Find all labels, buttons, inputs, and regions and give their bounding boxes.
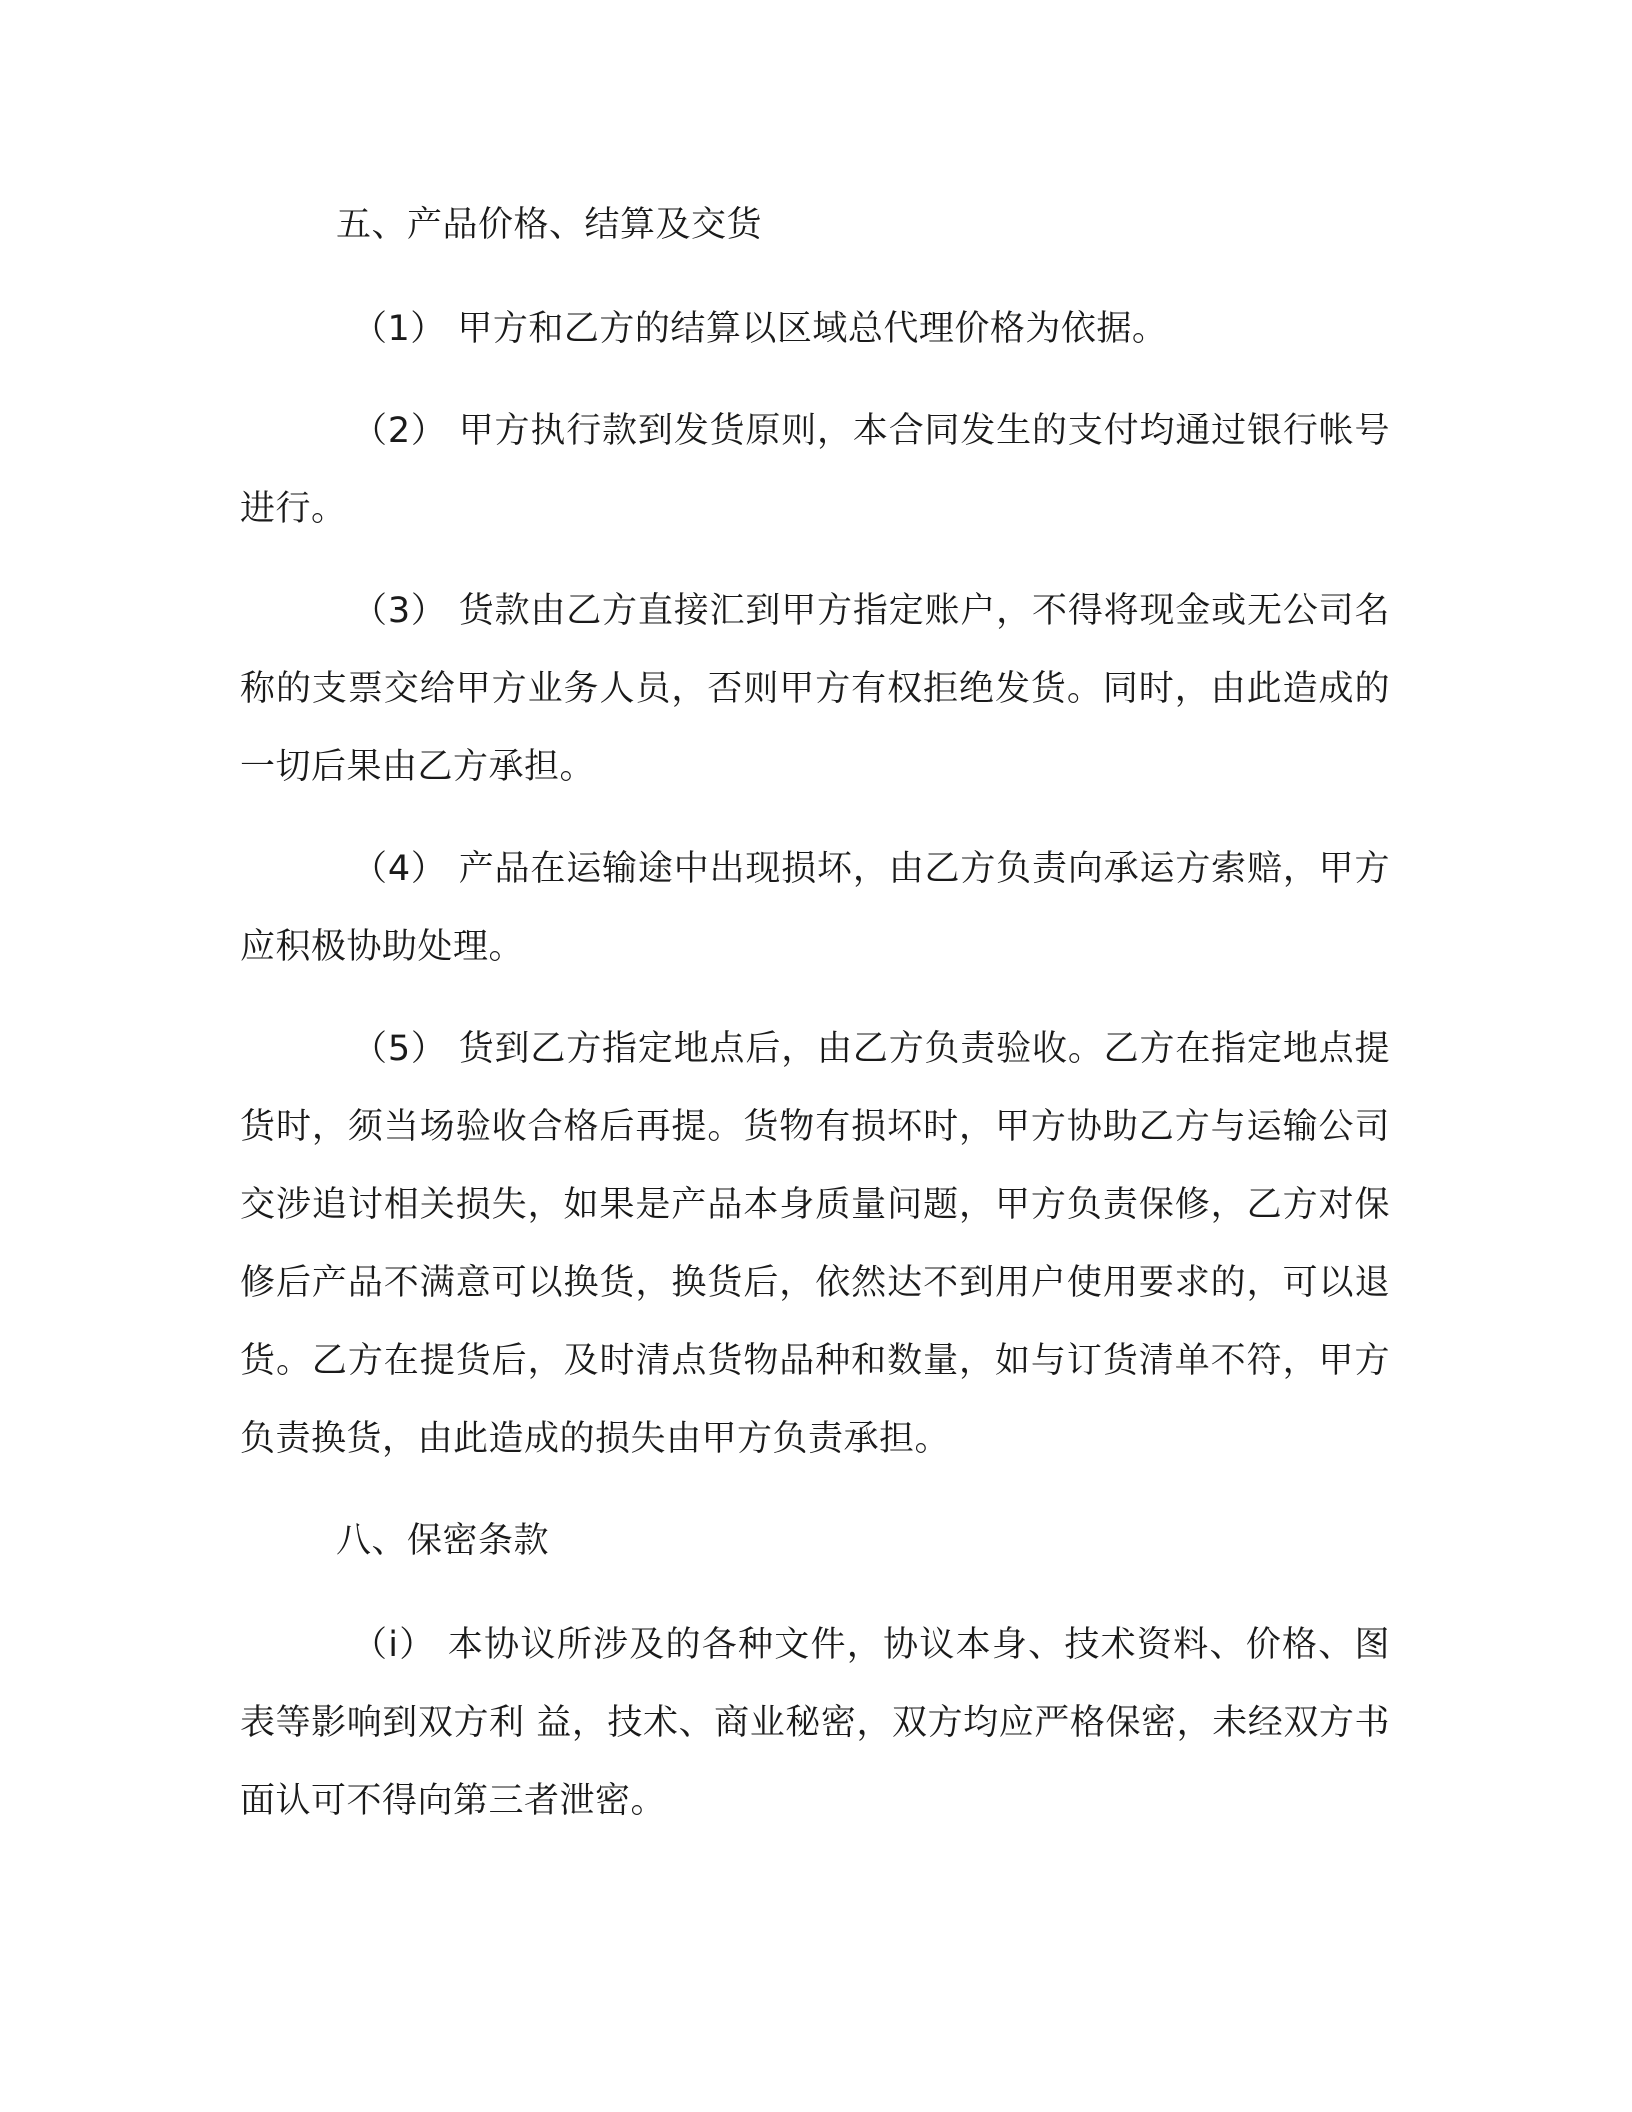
clause-4: （4） 产品在运输途中出现损坏，由乙方负责向承运方索赔，甲方应积极协助处理。	[240, 849, 1390, 967]
clause-1: （1） 甲方和乙方的结算以区域总代理价格为依据。	[352, 309, 1168, 349]
section-heading-pricing: 五、产品价格、结算及交货	[336, 205, 763, 245]
clause-5: （5） 货到乙方指定地点后，由乙方负责验收。乙方在指定地点提货时，须当场验收合格后再提。货物有损坏时，甲方协助乙方与运输公司交涉追讨相关损失，如果是产品本身质量问题，甲方负责保修，乙方对保修后产品不满意可以换货，换货后，依然达不到用户使用要求的，可以退货。乙方在提货后，及时清点货物品种和数量，如与订货清单不符，甲方负责换货，由此造成的损失由甲方负责承担。	[240, 1029, 1390, 1459]
document-body	[240, 186, 1390, 1864]
clause-2: （2） 甲方执行款到发货原则，本合同发生的支付均通过银行帐号进行。	[240, 411, 1390, 529]
clause-3: （3） 货款由乙方直接汇到甲方指定账户，不得将现金或无公司名称的支票交给甲方业务人员，否则甲方有权拒绝发货。同时，由此造成的一切后果由乙方承担。	[240, 591, 1390, 787]
clause-i: （ⅰ） 本协议所涉及的各种文件，协议本身、技术资料、价格、图表等影响到双方利 益，技术、商业秘密，双方均应严格保密，未经双方书面认可不得向第三者泄密。	[240, 1625, 1390, 1821]
section-heading-confidentiality: 八、保密条款	[336, 1521, 550, 1561]
